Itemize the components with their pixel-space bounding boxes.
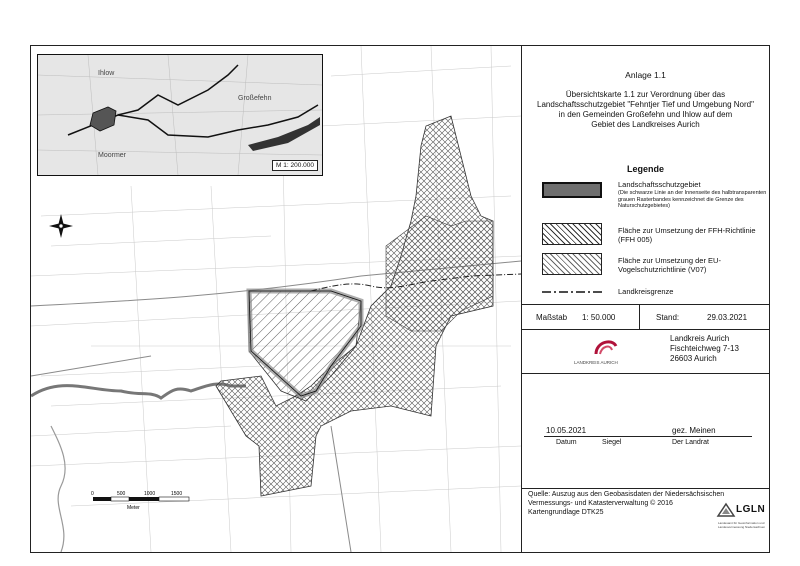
signature-role-label: Der Landrat xyxy=(672,439,709,446)
signature-signed: gez. Meinen xyxy=(672,426,716,435)
signature-seal-label: Siegel xyxy=(602,439,622,446)
scalebar-unit: Meter xyxy=(127,505,140,511)
map-sheet xyxy=(30,45,770,553)
title-line-2: Landschaftsschutzgebiet "Fehntjer Tief und Umgebung Nord" xyxy=(537,100,754,109)
inset-scale-label: M 1: 200.000 xyxy=(272,160,318,171)
inset-place-grossefehn: Großefehn xyxy=(238,95,272,102)
lgln-text: LGLN xyxy=(736,504,766,515)
river xyxy=(31,384,246,398)
authority-city: 26603 Aurich xyxy=(670,354,717,363)
scale-value: 1: 50.000 xyxy=(582,313,616,322)
inset-place-moormer: Moormer xyxy=(98,152,127,159)
title-line-4: Gebiet des Landkreises Aurich xyxy=(591,120,700,129)
scalebar-tick-1: 500 xyxy=(117,491,126,497)
scalebar-tick-2: 1000 xyxy=(144,491,156,497)
vsg-swatch xyxy=(542,253,602,275)
inset-canvas xyxy=(38,55,322,175)
lgln-subtitle: Landesamt für Geoinformation und Landesvermessung Niedersachsen xyxy=(718,521,766,529)
landkreis-logo-text: LANDKREIS AURICH xyxy=(574,360,618,365)
legend-label-lsg: Landschaftsschutzgebiet xyxy=(618,180,701,189)
scalebar xyxy=(93,497,189,501)
border-swatch xyxy=(542,289,602,295)
scalebar-tick-3: 1500 xyxy=(171,491,183,497)
legend-heading: Legende xyxy=(626,164,664,174)
legend-label-vsg: Fläche zur Umsetzung der EU-Vogelschutzrichtlinie (V07) xyxy=(618,256,721,274)
source-block xyxy=(522,488,769,552)
legend-panel xyxy=(521,46,769,552)
lgln-logo-icon xyxy=(716,502,736,518)
legend-note-lsg: (Die schwarze Linie an der Innenseite des halbtransparenten grauen Rasterbandes kennzeichnet die Grenze des Naturschutzgebietes) xyxy=(618,190,767,209)
scalebar-tick-0: 0 xyxy=(91,491,94,497)
title-line-3: in den Gemeinden Großefehn und Ihlow auf dem xyxy=(558,110,733,119)
inset-place-ihlow: Ihlow xyxy=(98,70,115,77)
authority-block xyxy=(522,328,769,374)
title-block xyxy=(522,46,769,171)
lsg-swatch xyxy=(542,182,602,198)
vogelschutz-area-north[interactable] xyxy=(386,216,493,331)
title-line-1: Übersichtskarte 1.1 zur Verordnung über das xyxy=(565,90,726,99)
source-line-3: Kartengrundlage DTK25 xyxy=(528,509,604,516)
legend-label-border: Landkreisgrenze xyxy=(618,287,674,296)
stream xyxy=(51,426,65,552)
date-label: Stand: xyxy=(656,313,680,322)
source-line-1: Quelle: Auszug aus den Geobasisdaten der Niedersächsischen xyxy=(528,491,725,498)
scale-label: Maßstab xyxy=(536,313,568,322)
anlage-label: Anlage 1.1 xyxy=(625,70,666,80)
signature-block xyxy=(522,373,769,489)
date-value: 29.03.2021 xyxy=(707,313,748,322)
authority-street: Fischteichweg 7-13 xyxy=(670,344,739,353)
authority-name: Landkreis Aurich xyxy=(670,334,730,343)
signature-date-label: Datum xyxy=(556,439,577,446)
map-area[interactable] xyxy=(31,46,521,552)
landkreis-logo-icon xyxy=(592,336,620,358)
legend-label-ffh: Fläche zur Umsetzung der FFH-Richtlinie (FFH 005) xyxy=(618,226,756,244)
source-line-2: Vermessungs- und Katasterverwaltung © 2016 xyxy=(528,500,673,507)
scale-date-row xyxy=(522,304,769,330)
north-arrow-icon xyxy=(49,214,73,238)
inset-map[interactable] xyxy=(37,54,323,176)
ffh-swatch xyxy=(542,223,602,245)
signature-date: 10.05.2021 xyxy=(546,426,587,435)
